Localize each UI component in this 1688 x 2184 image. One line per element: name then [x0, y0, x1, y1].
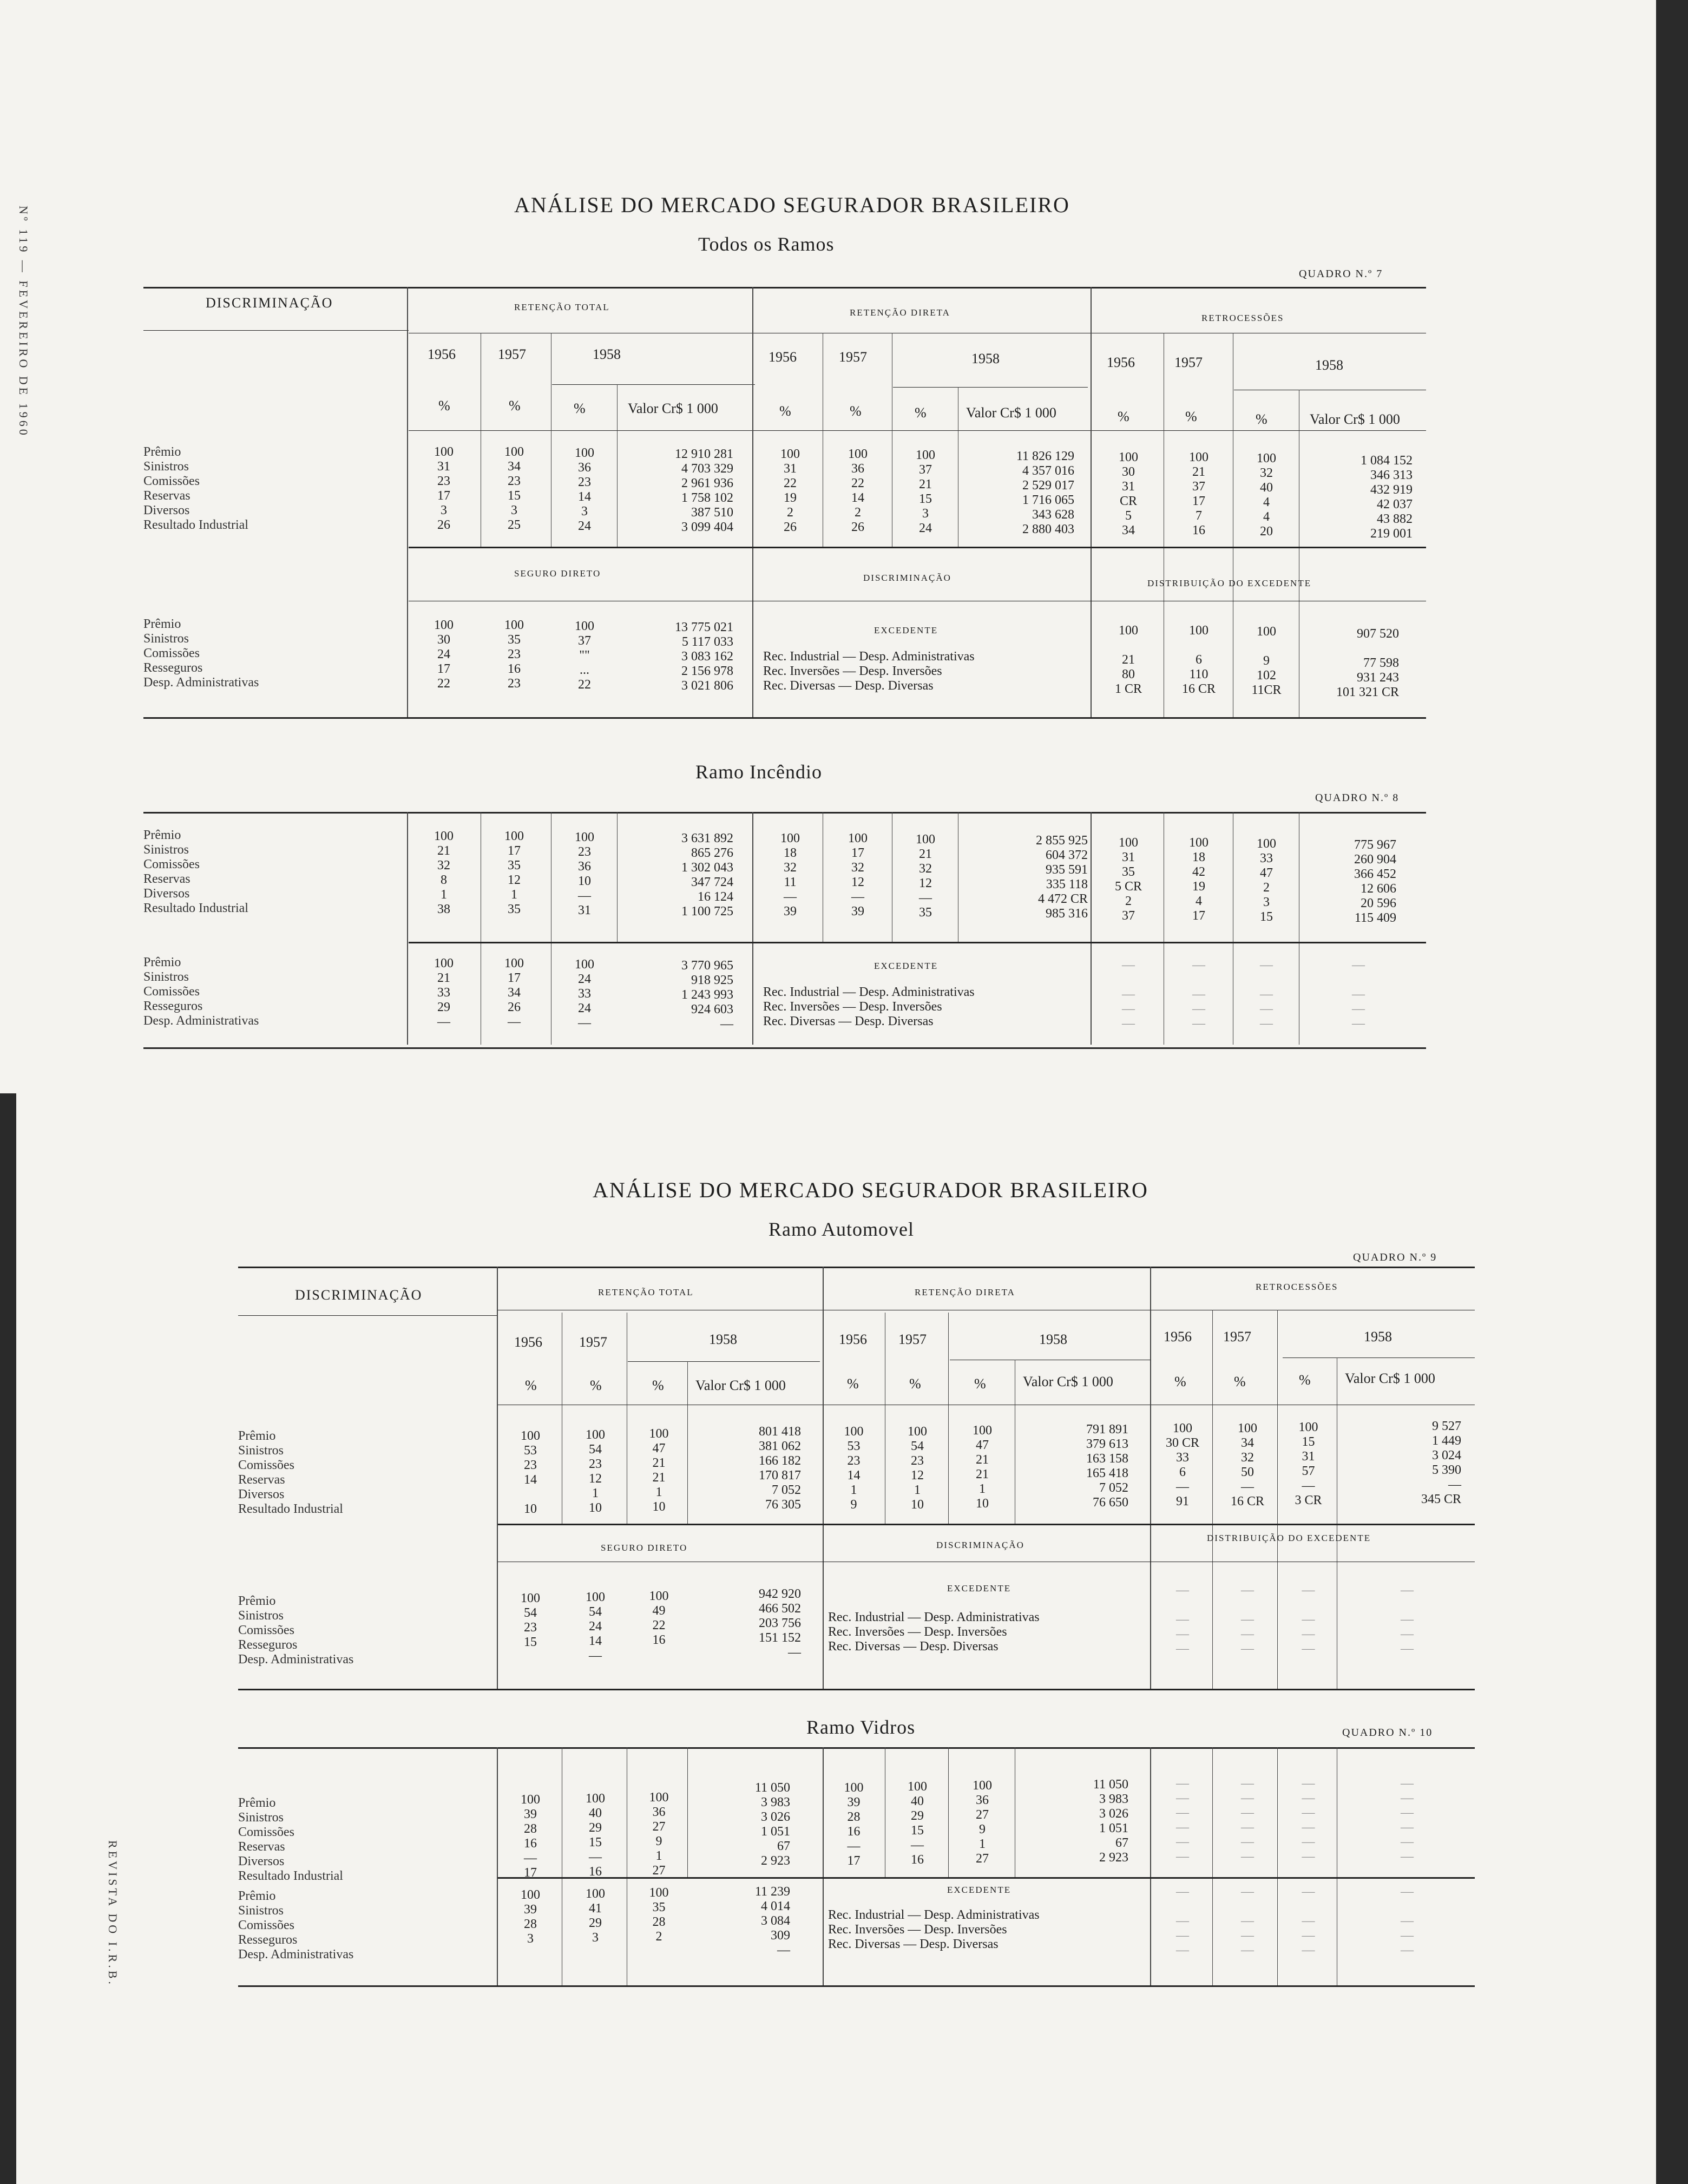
pct: % — [850, 403, 862, 419]
sd-valor: 13 775 021 5 117 033 3 083 162 2 156 978 3 021 806 — [675, 620, 733, 693]
excedente-label: EXCEDENTE — [874, 961, 938, 971]
year-1958: 1958 — [1315, 357, 1343, 373]
rule — [409, 430, 1426, 431]
dx-valor: 907 520 77 598 931 243 101 321 CR — [1336, 627, 1399, 699]
header-discriminacao-2: DISCRIMINAÇÃO — [936, 1540, 1024, 1550]
valor-header: Valor Cr$ 1 000 — [628, 401, 718, 416]
page-bottom — [16, 1093, 1656, 2184]
rt-valor: 3 631 892 865 276 1 302 043 347 724 16 124 1 100 725 — [681, 831, 733, 919]
vrule — [687, 1747, 688, 1877]
pct: % — [974, 1376, 986, 1392]
rt-1957: 100 34 23 15 3 25 — [504, 445, 524, 532]
table3-subtitle: Ramo Automovel — [769, 1218, 914, 1240]
rd-1958: 100 36 27 9 1 27 — [973, 1779, 992, 1866]
rr-1957: 100 18 42 19 4 17 — [1189, 836, 1208, 923]
rd-1957: 100 40 29 15 — 16 — [908, 1780, 927, 1867]
row-labels: Prêmio Sinistros Comissões Reservas Diversos Resultado Industrial — [143, 445, 248, 532]
rd-1957: 100 36 22 14 2 26 — [848, 447, 868, 534]
vrule — [1277, 1310, 1278, 1689]
pct: % — [590, 1378, 602, 1393]
rt-1958: 100 23 36 10 — 31 — [575, 830, 594, 917]
dash-col: — — — — — [1302, 1885, 1315, 1957]
header-distribuicao: DISTRIBUIÇÃO DO EXCEDENTE — [1207, 1533, 1371, 1543]
rd-1957: 100 17 32 12 — 39 — [848, 831, 868, 919]
year-1957: 1957 — [1223, 1329, 1251, 1344]
table2-subtitle: Ramo Incêndio — [695, 761, 822, 783]
header-retrocessoes: RETROCESSÕES — [1201, 313, 1284, 323]
header-retencao-total: RETENÇÃO TOTAL — [598, 1287, 694, 1297]
header-retencao-direta: RETENÇÃO DIRETA — [850, 307, 950, 318]
header-seguro-direto: SEGURO DIRETO — [601, 1543, 688, 1553]
sd-1958: 100 24 33 24 — — [575, 957, 594, 1030]
vrule — [497, 1747, 498, 1985]
year-1957: 1957 — [898, 1332, 927, 1347]
header-discriminacao: DISCRIMINAÇÃO — [295, 1287, 423, 1303]
valor-header: Valor Cr$ 1 000 — [966, 405, 1056, 421]
pct: % — [574, 401, 586, 416]
rd-1956: 100 53 23 14 1 9 — [844, 1425, 864, 1512]
rt-1957: 100 17 35 12 1 35 — [504, 829, 524, 916]
sd-1958: 100 35 28 2 — [649, 1886, 669, 1944]
page-top — [0, 0, 1656, 1093]
rd-1957: 100 54 23 12 1 10 — [908, 1425, 927, 1512]
header-retencao-total: RETENÇÃO TOTAL — [514, 302, 610, 312]
year-1956: 1956 — [1164, 1329, 1192, 1344]
row-labels: Prêmio Sinistros Comissões Resseguros Desp. Administrativas — [238, 1594, 354, 1667]
rule — [238, 1689, 1475, 1690]
vrule — [617, 812, 618, 942]
year-1958: 1958 — [1039, 1332, 1067, 1347]
sd-1957: 100 17 34 26 — — [504, 956, 524, 1029]
page-title: ANÁLISE DO MERCADO SEGURADOR BRASILEIRO — [593, 1178, 1148, 1202]
rr-1956: 100 30 CR 33 6 — 91 — [1165, 1421, 1199, 1509]
rt-1958: 100 36 27 9 1 27 — [649, 1791, 669, 1878]
header-discriminacao-2: DISCRIMINAÇÃO — [863, 573, 951, 583]
vrule — [687, 1361, 688, 1524]
vrule — [752, 287, 753, 717]
rt-1956: 100 31 23 17 3 26 — [434, 445, 454, 532]
header-discriminacao: DISCRIMINAÇÃO — [206, 295, 333, 311]
rule — [143, 330, 409, 331]
rt-1957: 100 40 29 15 — 16 — [586, 1792, 605, 1879]
rd-valor: 11 826 129 4 357 016 2 529 017 1 716 065 343 628 2 880 403 — [1016, 449, 1074, 536]
rule — [1283, 1357, 1475, 1358]
dash-col: — — — — — [1241, 1885, 1254, 1957]
rule — [143, 287, 1426, 288]
pct: % — [652, 1378, 664, 1393]
sd-1956: 100 30 24 17 22 — [434, 618, 454, 691]
rule — [143, 717, 1426, 719]
rule — [498, 1877, 1475, 1879]
sd-valor: 942 920 466 502 203 756 151 152 — — [759, 1587, 801, 1660]
year-1957: 1957 — [839, 349, 867, 365]
pct: % — [1185, 409, 1197, 424]
dash-col: — — — — — [1176, 1583, 1189, 1656]
rr-1958: 100 15 31 57 — 3 CR — [1295, 1420, 1322, 1507]
year-1958: 1958 — [1364, 1329, 1392, 1344]
table4-subtitle: Ramo Vidros — [806, 1716, 916, 1738]
pct: % — [1256, 411, 1267, 427]
running-header: Nº 119 — FEVEREIRO DE 1960 — [17, 206, 30, 438]
rt-1956: 100 53 23 14 10 — [521, 1429, 540, 1516]
vrule — [1212, 1310, 1213, 1689]
rd-1958: 100 37 21 15 3 24 — [916, 448, 935, 535]
rule — [238, 1267, 1475, 1268]
rule — [409, 547, 1426, 548]
rt-1958: 100 47 21 21 1 10 — [649, 1427, 669, 1514]
row-labels: Prêmio Sinistros Comissões Resseguros Desp. Administrativas — [143, 955, 259, 1028]
row-labels: Prêmio Sinistros Comissões Resseguros Desp. Administrativas — [143, 617, 259, 690]
pct: % — [509, 398, 521, 414]
table2-quadro: QUADRO N.º 8 — [1315, 792, 1400, 804]
pct: % — [1234, 1374, 1246, 1389]
vrule — [948, 1747, 949, 1877]
dash-col: — — — — — [1192, 958, 1205, 1031]
dx-1958: 100 9 102 11CR — [1251, 625, 1282, 697]
pct: % — [1174, 1374, 1186, 1389]
vrule — [407, 287, 408, 717]
valor-header: Valor Cr$ 1 000 — [1345, 1370, 1435, 1386]
vrule — [823, 1747, 824, 1985]
year-1956: 1956 — [839, 1332, 867, 1347]
pct: % — [525, 1378, 537, 1393]
vrule — [1150, 1267, 1151, 1689]
rr-1958: 100 33 47 2 3 15 — [1257, 837, 1276, 924]
header-retencao-direta: RETENÇÃO DIRETA — [915, 1287, 1015, 1297]
vrule — [617, 384, 618, 547]
vrule — [497, 1267, 498, 1689]
table4-quadro: QUADRO N.º 10 — [1342, 1727, 1433, 1739]
rule — [628, 1361, 820, 1362]
sd-valor: 3 770 965 918 925 1 243 993 924 603 — — [681, 959, 733, 1031]
pct: % — [847, 1376, 859, 1392]
rr-1956: 100 30 31 CR 5 34 — [1119, 450, 1138, 537]
year-1956: 1956 — [514, 1334, 542, 1350]
dash-col: — — — — — [1241, 1583, 1254, 1656]
rule — [143, 1047, 1426, 1049]
excedente-label: EXCEDENTE — [874, 625, 938, 635]
running-footer: REVISTA DO I.R.B. — [106, 1840, 120, 1987]
sd-1956: 100 21 33 29 — — [434, 956, 454, 1029]
dx-1957: 100 6 110 16 CR — [1181, 624, 1216, 696]
table1-quadro: QUADRO N.º 7 — [1299, 268, 1383, 280]
rd-1956: 100 31 22 19 2 26 — [780, 447, 800, 534]
rt-1956: 100 39 28 16 — 17 — [521, 1793, 540, 1880]
page-title: ANÁLISE DO MERCADO SEGURADOR BRASILEIRO — [514, 193, 1070, 217]
vrule — [752, 812, 753, 1045]
pct: % — [1299, 1372, 1311, 1388]
rt-1956: 100 21 32 8 1 38 — [434, 829, 454, 916]
valor-header: Valor Cr$ 1 000 — [695, 1378, 786, 1393]
year-1957: 1957 — [1174, 355, 1203, 370]
rt-1958: 100 36 23 14 3 24 — [575, 446, 594, 533]
rule — [498, 1524, 1475, 1525]
year-1956: 1956 — [428, 346, 456, 362]
rule — [238, 1985, 1475, 1987]
rule — [238, 1747, 1475, 1749]
dash-col: — — — — — [1260, 958, 1273, 1031]
rr-1957: 100 21 37 17 7 16 — [1189, 450, 1208, 537]
rec-lines: Rec. Industrial — Desp. Administrativas Rec. Inversões — Desp. Inversões Rec. Diversas — Desp. Diversas — [763, 650, 975, 693]
sd-1956: 100 54 23 15 — [521, 1591, 540, 1649]
rr-1956: 100 31 35 5 CR 2 37 — [1114, 836, 1142, 923]
year-1957: 1957 — [498, 346, 526, 362]
excedente-label: EXCEDENTE — [947, 1583, 1012, 1593]
header-seguro-direto: SEGURO DIRETO — [514, 568, 601, 579]
vrule — [948, 1313, 949, 1524]
dash-col: — — — — — [1176, 1885, 1189, 1957]
pct: % — [779, 403, 791, 419]
table3-quadro: QUADRO N.º 9 — [1353, 1251, 1437, 1263]
sd-1956: 100 39 28 3 — [521, 1888, 540, 1946]
vrule — [1091, 812, 1092, 1045]
sd-1957: 100 54 24 14 — — [586, 1590, 605, 1663]
rr-valor: 775 967 260 904 366 452 12 606 20 596 115 409 — [1354, 838, 1396, 925]
rule — [552, 384, 755, 385]
rec-lines: Rec. Industrial — Desp. Administrativas Rec. Inversões — Desp. Inversões Rec. Diversas — Desp. Diversas — [828, 1908, 1040, 1951]
rt-valor: 11 050 3 983 3 026 1 051 67 2 923 — [754, 1781, 790, 1868]
rule — [238, 1315, 498, 1316]
rt-valor: 12 910 281 4 703 329 2 961 936 1 758 102 387 510 3 099 404 — [675, 447, 733, 534]
vrule — [1212, 1747, 1213, 1985]
year-1957: 1957 — [579, 1334, 607, 1350]
excedente-label: EXCEDENTE — [947, 1885, 1012, 1895]
year-1958: 1958 — [593, 346, 621, 362]
header-distribuicao: DISTRIBUIÇÃO DO EXCEDENTE — [1147, 578, 1312, 588]
rd-1958: 100 47 21 21 1 10 — [973, 1424, 992, 1511]
year-1956: 1956 — [1107, 355, 1135, 370]
year-1956: 1956 — [769, 349, 797, 365]
dash-col: — — — — — [1302, 1583, 1315, 1656]
row-labels: Prêmio Sinistros Comissões Reservas Diversos Resultado Industrial — [238, 1429, 343, 1516]
table1-subtitle: Todos os Ramos — [698, 233, 835, 255]
sd-1958: 100 37 "" ... 22 — [575, 619, 594, 692]
dash-col: — — — — — — — [1241, 1776, 1254, 1864]
pct: % — [438, 398, 450, 414]
pct: % — [909, 1376, 921, 1392]
dash-col: — — — — — — — [1401, 1776, 1414, 1864]
rd-1956: 100 39 28 16 — 17 — [844, 1781, 864, 1868]
dx-1956: 100 21 80 1 CR — [1114, 624, 1142, 696]
rule — [143, 812, 1426, 814]
rd-valor: 2 855 925 604 372 935 591 335 118 4 472 CR 985 316 — [1036, 834, 1088, 921]
sd-1957: 100 41 29 3 — [586, 1887, 605, 1945]
dash-col: — — — — — [1401, 1885, 1414, 1957]
dash-col: — — — — — — — [1302, 1776, 1315, 1864]
rt-valor: 801 418 381 062 166 182 170 817 7 052 76 305 — [759, 1425, 801, 1512]
sd-1957: 100 35 23 16 23 — [504, 618, 524, 691]
dash-col: — — — — — [1401, 1583, 1414, 1656]
vrule — [407, 812, 408, 1045]
dash-col: — — — — — [1352, 958, 1365, 1031]
rr-valor: 9 527 1 449 3 024 5 390 — 345 CR — [1421, 1419, 1461, 1506]
vrule — [1277, 1747, 1278, 1985]
valor-header: Valor Cr$ 1 000 — [1310, 411, 1400, 427]
rd-valor: 11 050 3 983 3 026 1 051 67 2 923 — [1093, 1778, 1128, 1865]
year-1958: 1958 — [971, 351, 1000, 366]
row-labels: Prêmio Sinistros Comissões Reservas Diversos Resultado Industrial — [238, 1796, 343, 1883]
rule — [893, 387, 1088, 388]
rule — [409, 942, 1426, 943]
rr-valor: 1 084 152 346 313 432 919 42 037 43 882 219 001 — [1361, 454, 1413, 541]
valor-header: Valor Cr$ 1 000 — [1023, 1374, 1113, 1389]
rd-1956: 100 18 32 11 — 39 — [780, 831, 800, 919]
rec-lines: Rec. Industrial — Desp. Administrativas Rec. Inversões — Desp. Inversões Rec. Diversas — Desp. Diversas — [828, 1610, 1040, 1654]
rd-valor: 791 891 379 613 163 158 165 418 7 052 76 650 — [1086, 1422, 1128, 1510]
rd-1958: 100 21 32 12 — 35 — [916, 832, 935, 920]
rr-1957: 100 34 32 50 — 16 CR — [1230, 1421, 1264, 1509]
pct: % — [1118, 409, 1129, 424]
row-labels: Prêmio Sinistros Comissões Reservas Diversos Resultado Industrial — [143, 828, 248, 915]
rt-1957: 100 54 23 12 1 10 — [586, 1428, 605, 1515]
pct: % — [915, 405, 927, 421]
rec-lines: Rec. Industrial — Desp. Administrativas Rec. Inversões — Desp. Inversões Rec. Diversas — Desp. Diversas — [763, 985, 975, 1028]
sd-1958: 100 49 22 16 — [649, 1589, 669, 1647]
vrule — [823, 1267, 824, 1689]
dash-col: — — — — — [1122, 958, 1135, 1031]
rr-1958: 100 32 40 4 4 20 — [1257, 451, 1276, 539]
header-retrocessoes: RETROCESSÕES — [1256, 1282, 1338, 1292]
vrule — [1091, 287, 1092, 717]
vrule — [1150, 1747, 1151, 1985]
year-1958: 1958 — [709, 1332, 737, 1347]
sd-valor: 11 239 4 014 3 084 309 — — [754, 1885, 790, 1957]
row-labels: Prêmio Sinistros Comissões Resseguros Desp. Administrativas — [238, 1889, 354, 1962]
dash-col: — — — — — — — [1176, 1776, 1189, 1864]
